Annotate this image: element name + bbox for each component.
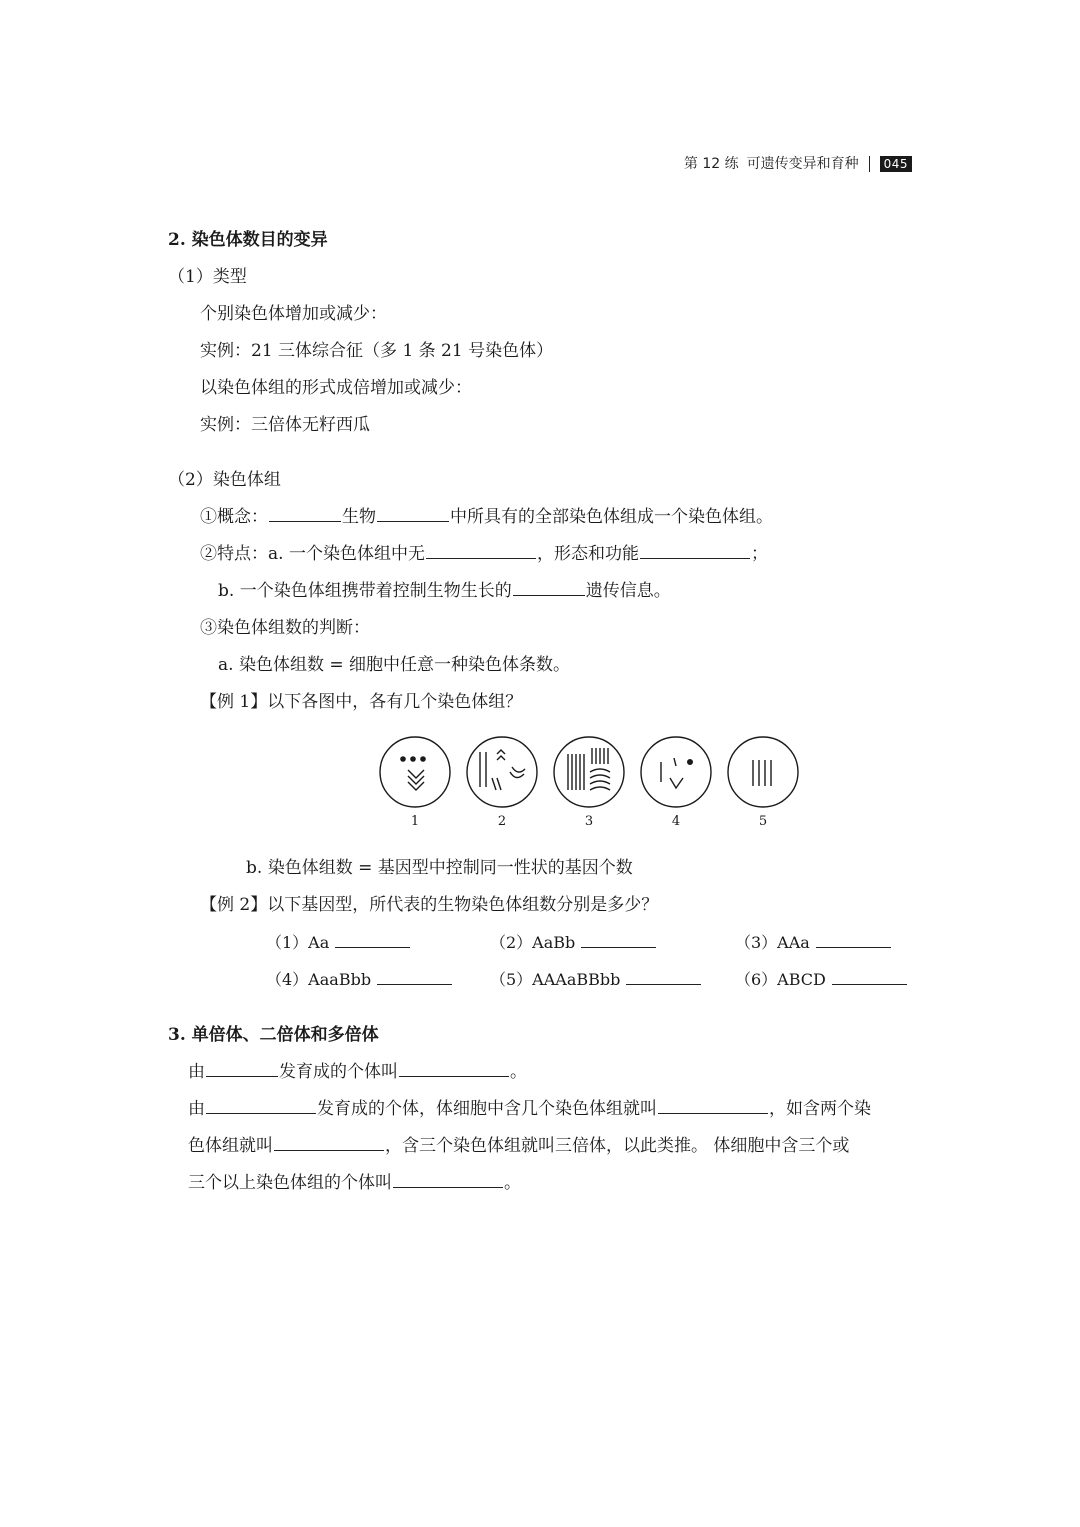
genotype-1: （1）Aa — [266, 935, 411, 951]
blank-1[interactable] — [269, 520, 341, 522]
type-line-3: 以染色体组的形式成倍增加或减少： — [200, 378, 472, 398]
genotype-2: （2）AaBb — [490, 935, 657, 951]
figure-label-4: 4 — [671, 814, 681, 829]
s3-blank-6[interactable] — [393, 1186, 503, 1188]
blank-3[interactable] — [426, 557, 536, 559]
genotype-6: （6）ABCD — [735, 972, 908, 988]
section3-line-3: 色体组就叫 ，含三个染色体组就叫三倍体，以此类推。 体细胞中含三个或 — [188, 1136, 850, 1156]
type-line-4: 实例：三倍体无籽西瓜 — [200, 415, 370, 435]
figure-label-2: 2 — [497, 814, 507, 829]
judge-title: ③染色体组数的判断： — [200, 618, 370, 638]
blank-5[interactable] — [513, 594, 585, 596]
example1: 【例 1】以下各图中，各有几个染色体组？ — [200, 692, 523, 712]
section3-line-2: 由 发育成的个体，体细胞中含几个染色体组就叫 ，如含两个染 — [188, 1099, 871, 1119]
concept-mid2: 中所具有的全部染色体组成一个染色体组。 — [450, 507, 773, 527]
section3-line-4: 三个以上染色体组的个体叫 。 — [188, 1173, 521, 1193]
judge-b: b. 染色体组数 = 基因型中控制同一性状的基因个数 — [246, 858, 633, 878]
feature-a-suffix: ； — [750, 544, 768, 564]
genotype-blank-6[interactable] — [832, 983, 907, 985]
cell-2 — [467, 737, 537, 807]
feature-a-mid: ，形态和功能 — [536, 544, 639, 564]
type-line-1: 个别染色体增加或减少： — [200, 304, 387, 324]
genotype-5: （5）AAAaBBbb — [490, 972, 702, 988]
blank-4[interactable] — [640, 557, 750, 559]
feature-b-prefix: b. 一个染色体组携带着控制生物生长的 — [218, 581, 512, 601]
figure-label-3: 3 — [584, 814, 594, 829]
chapter-number: 第 12 练 — [683, 156, 739, 172]
cell-3 — [554, 737, 624, 807]
genotype-blank-1[interactable] — [335, 946, 410, 948]
figure-label-5: 5 — [758, 814, 768, 829]
cell-4 — [641, 737, 711, 807]
section2-heading: 2. 染色体数目的变异 — [168, 230, 328, 250]
header-divider — [869, 156, 870, 172]
s3-blank-3[interactable] — [206, 1112, 316, 1114]
genotype-3: （3）AAa — [735, 935, 892, 951]
genotype-blank-4[interactable] — [377, 983, 452, 985]
feature-b-line — [218, 583, 671, 600]
genotype-blank-3[interactable] — [816, 946, 891, 948]
genotype-blank-2[interactable] — [581, 946, 656, 948]
page-number: 045 — [880, 156, 912, 172]
type-label: （1）类型 — [168, 267, 247, 287]
concept-line — [200, 509, 773, 526]
s3-blank-2[interactable] — [399, 1075, 509, 1077]
type-line-2: 实例：21 三体综合征（多 1 条 21 号染色体） — [200, 341, 554, 361]
chromosome-set-label: （2）染色体组 — [168, 470, 281, 490]
judge-a: a. 染色体组数 = 细胞中任意一种染色体条数。 — [218, 655, 570, 675]
chromosome-figure — [370, 732, 810, 832]
feature-a-prefix: ②特点：a. 一个染色体组中无 — [200, 544, 425, 564]
page-header — [684, 156, 912, 172]
feature-b-suffix: 遗传信息。 — [585, 581, 671, 601]
section3-heading: 3. 单倍体、二倍体和多倍体 — [168, 1025, 379, 1045]
concept-mid1: 生物 — [342, 507, 376, 527]
s3-blank-1[interactable] — [206, 1075, 278, 1077]
figure-label-1: 1 — [410, 814, 420, 829]
cell-1 — [380, 737, 450, 807]
genotype-4: （4）AaaBbb — [266, 972, 453, 988]
s3-blank-5[interactable] — [274, 1149, 384, 1151]
feature-a-line — [200, 546, 768, 563]
cell-5 — [728, 737, 798, 807]
blank-2[interactable] — [377, 520, 449, 522]
s3-blank-4[interactable] — [658, 1112, 768, 1114]
concept-prefix: ①概念： — [200, 507, 268, 527]
section3-line-1: 由 发育成的个体叫 。 — [188, 1062, 527, 1082]
genotype-blank-5[interactable] — [626, 983, 701, 985]
chapter-title: 可遗传变异和育种 — [746, 156, 859, 172]
example2: 【例 2】以下基因型，所代表的生物染色体组数分别是多少？ — [200, 895, 659, 915]
